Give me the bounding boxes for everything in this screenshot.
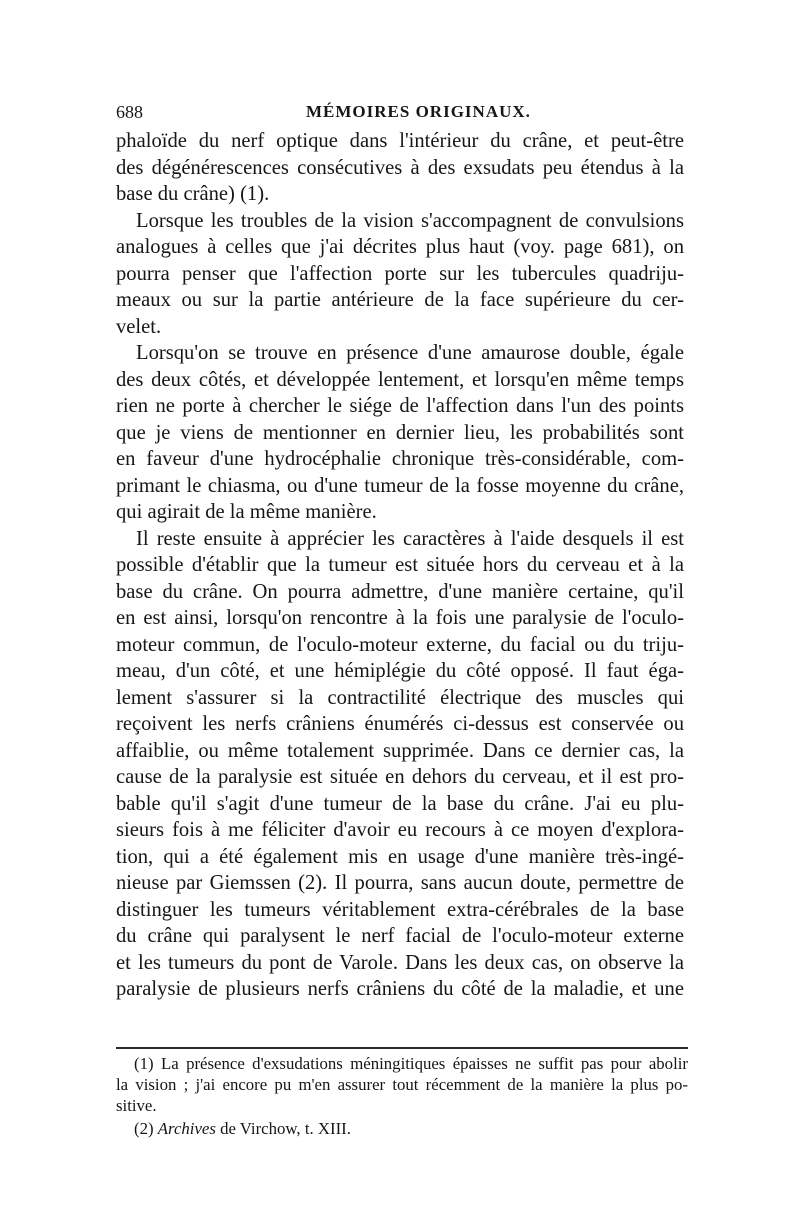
text-line: des dégénérescences consécutives à des exsudats peu étendus à la — [116, 156, 684, 179]
text-line: en est ainsi, lorsqu'on rencontre à la fois une paralysie de l'oculo- — [116, 607, 684, 629]
text-line: affaiblie, ou même totalement supprimée. Dans ce dernier cas, la — [116, 739, 684, 762]
text-line: sieurs fois à me féliciter d'avoir eu recours à ce moyen d'explora- — [116, 819, 684, 841]
footnote-1 — [116, 1053, 688, 1116]
running-title: MÉMOIRES ORIGINAUX. — [306, 102, 531, 121]
footnote-line: sitive. — [116, 1096, 157, 1115]
text-line: Lorsque les troubles de la vision s'accompagnent de convulsions — [136, 209, 684, 232]
footnote-separator — [116, 1047, 688, 1049]
text-line: velet. — [116, 315, 162, 338]
text-line: cause de la paralysie est située en dehors du cerveau, et il est pro- — [116, 766, 684, 788]
text-line: lement s'assurer si la contractilité électrique des muscles qui — [116, 686, 684, 709]
text-line: nieuse par Giemssen (2). Il pourra, sans aucun doute, permettre de — [116, 872, 684, 894]
text-line: reçoivent les nerfs crâniens énumérés ci-dessus est conservée ou — [116, 713, 684, 735]
main-text — [116, 128, 684, 1003]
footnotes — [116, 1053, 688, 1139]
text-line: et les tumeurs du pont de Varole. Dans les deux cas, on observe la — [116, 951, 684, 974]
paragraph-2 — [116, 208, 684, 341]
paragraph-4 — [116, 526, 684, 1003]
text-line: analogues à celles que j'ai décrites plus haut (voy. page 681), on — [116, 236, 684, 258]
text-line: du crâne qui paralysent le nerf facial de l'oculo-moteur externe — [116, 925, 684, 947]
text-line: Il reste ensuite à apprécier les caractères à l'aide desquels il est — [136, 527, 684, 550]
text-line: paralysie de plusieurs nerfs crâniens du côté de la maladie, et une — [116, 978, 684, 1000]
text-line: des deux côtés, et développée lentement, et lorsqu'en même temps — [116, 368, 684, 391]
text-line: tion, qui a été également mis en usage d'une manière très-ingé- — [116, 845, 684, 868]
text-line: moteur commun, de l'oculo-moteur externe, du facial ou du triju- — [116, 633, 684, 656]
text-line: pourra penser que l'affection porte sur les tubercules quadriju- — [116, 262, 684, 285]
paragraph-3 — [116, 340, 684, 526]
text-line: que je viens de mentionner en dernier lieu, les probabilités sont — [116, 421, 684, 444]
text-line: phaloïde du nerf optique dans l'intérieur du crâne, et peut-être — [116, 130, 684, 152]
journal-title: Archives — [157, 1119, 216, 1138]
text-line: rien ne porte à chercher le siége de l'affection dans l'un des points — [116, 395, 684, 417]
text-line: bable qu'il s'agit d'une tumeur de la base du crâne. J'ai eu plu- — [116, 792, 684, 815]
footnote-2 — [116, 1118, 688, 1139]
paragraph-1 — [116, 128, 684, 208]
page-number: 688 — [116, 102, 143, 122]
footnote-line: (1) La présence d'exsudations méningitiques épaisses ne suffit pas pour abolir — [134, 1054, 688, 1073]
text-line: en faveur d'une hydrocéphalie chronique très-considérable, com- — [116, 448, 684, 470]
running-header — [116, 100, 684, 124]
text-line: qui agirait de la même manière. — [116, 501, 377, 523]
footnote-line: la vision ; j'ai encore pu m'en assurer tout récemment de la manière la plus po- — [116, 1075, 688, 1094]
text-line: primant le chiasma, ou d'une tumeur de la fosse moyenne du crâne, — [116, 474, 684, 497]
text-line: possible d'établir que la tumeur est située hors du cerveau et à la — [116, 554, 684, 576]
text-line: base du crâne) (1). — [116, 183, 270, 205]
text-line: base du crâne. On pourra admettre, d'une manière certaine, qu'il — [116, 580, 684, 603]
footnote-mark: (2) — [134, 1119, 154, 1138]
footnote-text: de Virchow, t. XIII. — [220, 1119, 351, 1138]
text-line: Lorsqu'on se trouve en présence d'une amaurose double, égale — [136, 342, 684, 364]
text-line: distinguer les tumeurs véritablement extra-cérébrales de la base — [116, 898, 684, 921]
text-line: meau, d'un côté, et une hémiplégie du côté opposé. Il faut éga- — [116, 660, 684, 682]
text-line: meaux ou sur la partie antérieure de la face supérieure du cer- — [116, 289, 684, 311]
